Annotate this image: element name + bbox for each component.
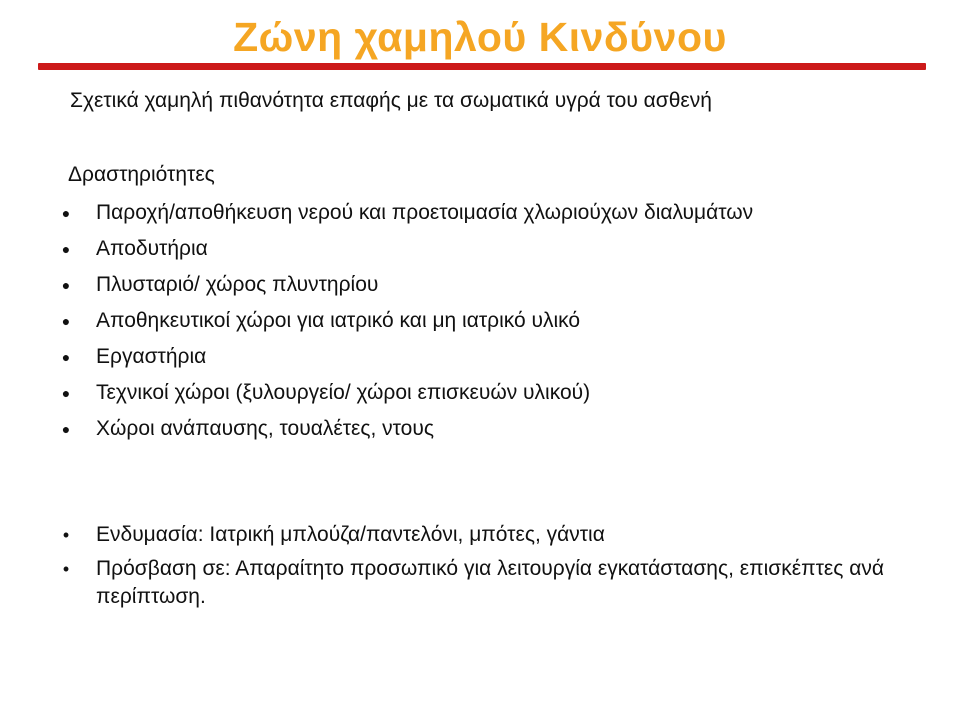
list-item: [0, 415, 960, 443]
other-items-list: [0, 521, 960, 617]
list-item: [0, 343, 960, 371]
slide-subtitle: Σχετικά χαμηλή πιθανότητα επαφής με τα σωματικά υγρά του ασθενή: [70, 89, 712, 112]
list-item: [0, 379, 960, 407]
list-item-text: Εργαστήρια: [96, 345, 207, 368]
activities-label: Δραστηριότητες: [68, 163, 215, 186]
list-item-text: Παροχή/αποθήκευση νερού και προετοιμασία χλωριούχων διαλυμάτων: [96, 201, 754, 224]
list-item-text: Αποδυτήρια: [96, 237, 208, 260]
activities-list: [0, 199, 960, 451]
list-item-text: Ενδυμασία: Ιατρική μπλούζα/παντελόνι, μπότες, γάντια: [96, 523, 605, 546]
title-underline: [38, 63, 926, 70]
bullet-icon: ●: [61, 385, 71, 401]
list-item: [0, 199, 960, 227]
bullet-icon: ●: [61, 205, 71, 221]
bullet-icon: ●: [61, 349, 71, 365]
list-item-text: Πλυσταριό/ χώρος πλυντηρίου: [96, 273, 379, 296]
list-item: [0, 271, 960, 299]
list-item: [0, 235, 960, 263]
list-item-text: Πρόσβαση σε: Απαραίτητο προσωπικό για λειτουργία εγκατάστασης, επισκέπτες ανά περίπτωση.: [96, 557, 884, 608]
list-item-text: Αποθηκευτικοί χώροι για ιατρικό και μη ιατρικό υλικό: [96, 309, 581, 332]
list-item: [0, 555, 960, 611]
list-item: [0, 521, 960, 549]
bullet-icon: ●: [61, 241, 71, 257]
bullet-icon: ●: [61, 313, 71, 329]
list-item-text: Χώροι ανάπαυσης, τουαλέτες, ντους: [96, 417, 434, 440]
bullet-icon: •: [62, 525, 70, 545]
list-item-text: Τεχνικοί χώροι (ξυλουργείο/ χώροι επισκευών υλικού): [96, 381, 591, 404]
bullet-icon: ●: [61, 421, 71, 437]
slide-title: Ζώνη χαμηλού Κινδύνου: [233, 14, 727, 60]
list-item: [0, 307, 960, 335]
bullet-icon: ●: [61, 277, 71, 293]
bullet-icon: •: [62, 559, 70, 579]
